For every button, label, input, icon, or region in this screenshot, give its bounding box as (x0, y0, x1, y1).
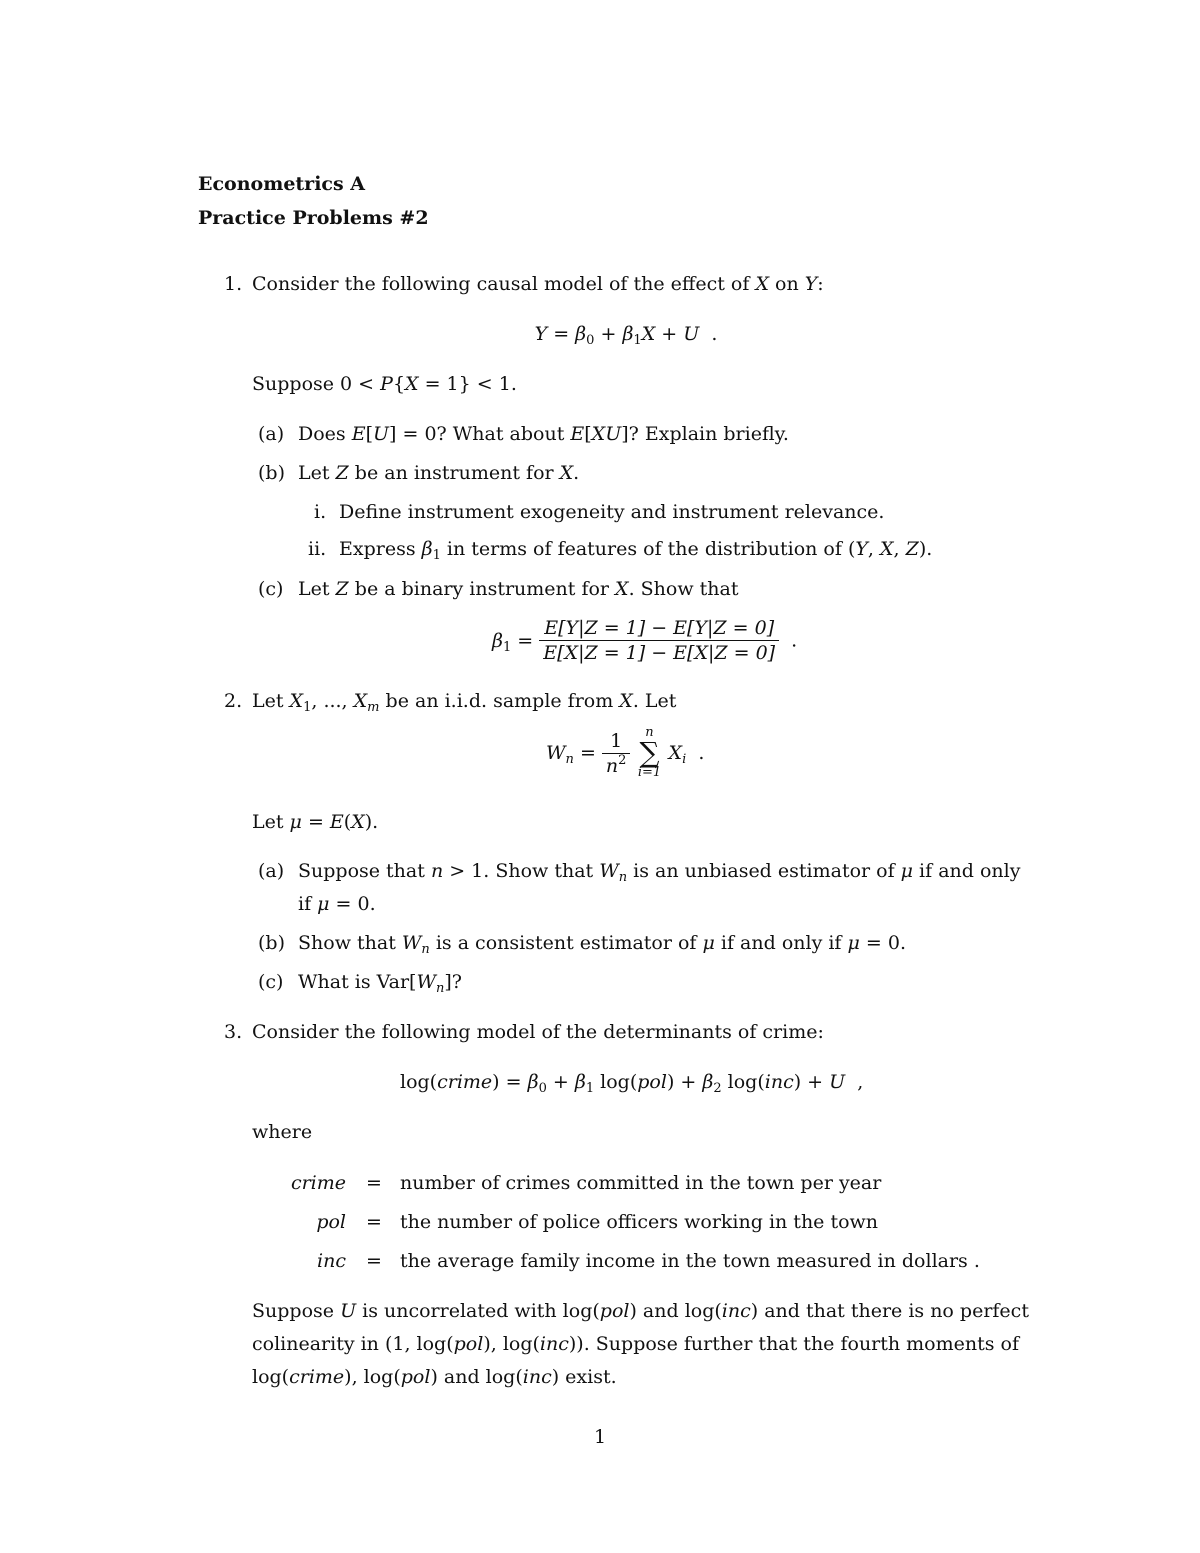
problem-2-mu-definition: Let μ = E(X). (252, 811, 379, 833)
problem-2c-label: (c) (258, 971, 284, 993)
problem-3-paragraph-line-3: log(crime), log(pol) and log(inc) exist. (252, 1366, 617, 1388)
problem-1b-i-label: i. (314, 501, 327, 523)
page-number: 1 (593, 1426, 607, 1448)
problem-1-number: 1. (224, 273, 243, 295)
definition-value: number of crimes committed in the town per year (400, 1172, 882, 1194)
definition-equals: = (366, 1172, 382, 1194)
problem-3-where: where (252, 1121, 313, 1143)
problem-1b-label: (b) (258, 462, 285, 484)
problem-3-crime-equation: log(crime) = $\beta_0 + \beta_1$ $\log(pol) + \beta_2$ log(inc) + U , (400, 1071, 864, 1096)
problem-1-intro: Consider the following causal model of the effect of X on Y: (252, 273, 824, 295)
problem-1-supposition: Suppose 0 < P{X = 1} < 1. (252, 373, 517, 395)
problem-1b-i-text: Define instrument exogeneity and instrument relevance. (339, 501, 885, 523)
definition-equals: = (366, 1250, 382, 1272)
problem-3-paragraph-line-2: colinearity in (1, log(pol), log(inc)). Suppose further that the fourth moments of (252, 1333, 1020, 1355)
problem-1c-text: Let Z be a binary instrument for X. Show that (298, 578, 739, 600)
problem-3-paragraph-line-1: Suppose U is uncorrelated with log(pol) and log(inc) and that there is no perfect (252, 1300, 1029, 1322)
problem-2a-text-cont: if μ = 0. (298, 893, 376, 915)
definition-equals: = (366, 1211, 382, 1233)
problem-2-number: 2. (224, 690, 243, 712)
iv-formula-numerator: E[Y|Z = 1] − E[Y|Z = 0] (539, 616, 779, 641)
problem-1b-ii-label: ii. (308, 538, 327, 560)
problem-2a-label: (a) (258, 860, 285, 882)
course-title: Econometrics A (198, 173, 366, 195)
definition-value: the average family income in the town measured in dollars . (400, 1250, 980, 1272)
problem-1c-label: (c) (258, 578, 284, 600)
problem-2b-label: (b) (258, 932, 285, 954)
definition-term: crime (290, 1172, 346, 1194)
definition-term: pol (316, 1211, 346, 1233)
problem-1b-ii-text: Express $\beta_1$ in terms of features of the distribution of (Y, X, Z). (339, 538, 933, 563)
problem-2b-text: Show that $W_n$ is a consistent estimator of μ if and only if μ = 0. (298, 932, 906, 957)
problem-3-intro: Consider the following model of the determinants of crime: (252, 1021, 824, 1043)
problem-1b-text: Let Z be an instrument for X. (298, 462, 580, 484)
iv-formula-denominator: E[X|Z = 1] − E[X|Z = 0] (543, 642, 776, 664)
problem-2-intro: Let $X_1$, ..., $X_m$ be an i.i.d. sample from X. Let (252, 690, 677, 715)
problem-2c-text: What is $Var[W_n]$? (298, 971, 462, 996)
problem-2-estimator-equation: $W_n$ = $\frac{1}{n^2}$ n ∑ i=1 $X_i$ . (546, 725, 705, 780)
problem-1a-label: (a) (258, 423, 285, 445)
problem-3-number: 3. (224, 1021, 243, 1043)
document-title: Practice Problems #2 (198, 207, 429, 229)
problem-2a-text: Suppose that n > 1. Show that $W_n$ is an unbiased estimator of μ if and only (298, 860, 1021, 885)
definition-term: inc (317, 1250, 346, 1272)
problem-1c-iv-formula: $\beta_1$ = $\frac{E[Y|Z = 1] - E[Y|Z = 0]}{E[X|Z = 1] - E[X|Z = 0]}$ . (492, 617, 798, 664)
definition-value: the number of police officers working in the town (400, 1211, 879, 1233)
problem-1-model-equation: $Y = \beta_0 + \beta_1X + U$ . (534, 323, 718, 348)
problem-1a-text: Does E[U] = 0? What about E[XU]? Explain briefly. (298, 423, 789, 445)
